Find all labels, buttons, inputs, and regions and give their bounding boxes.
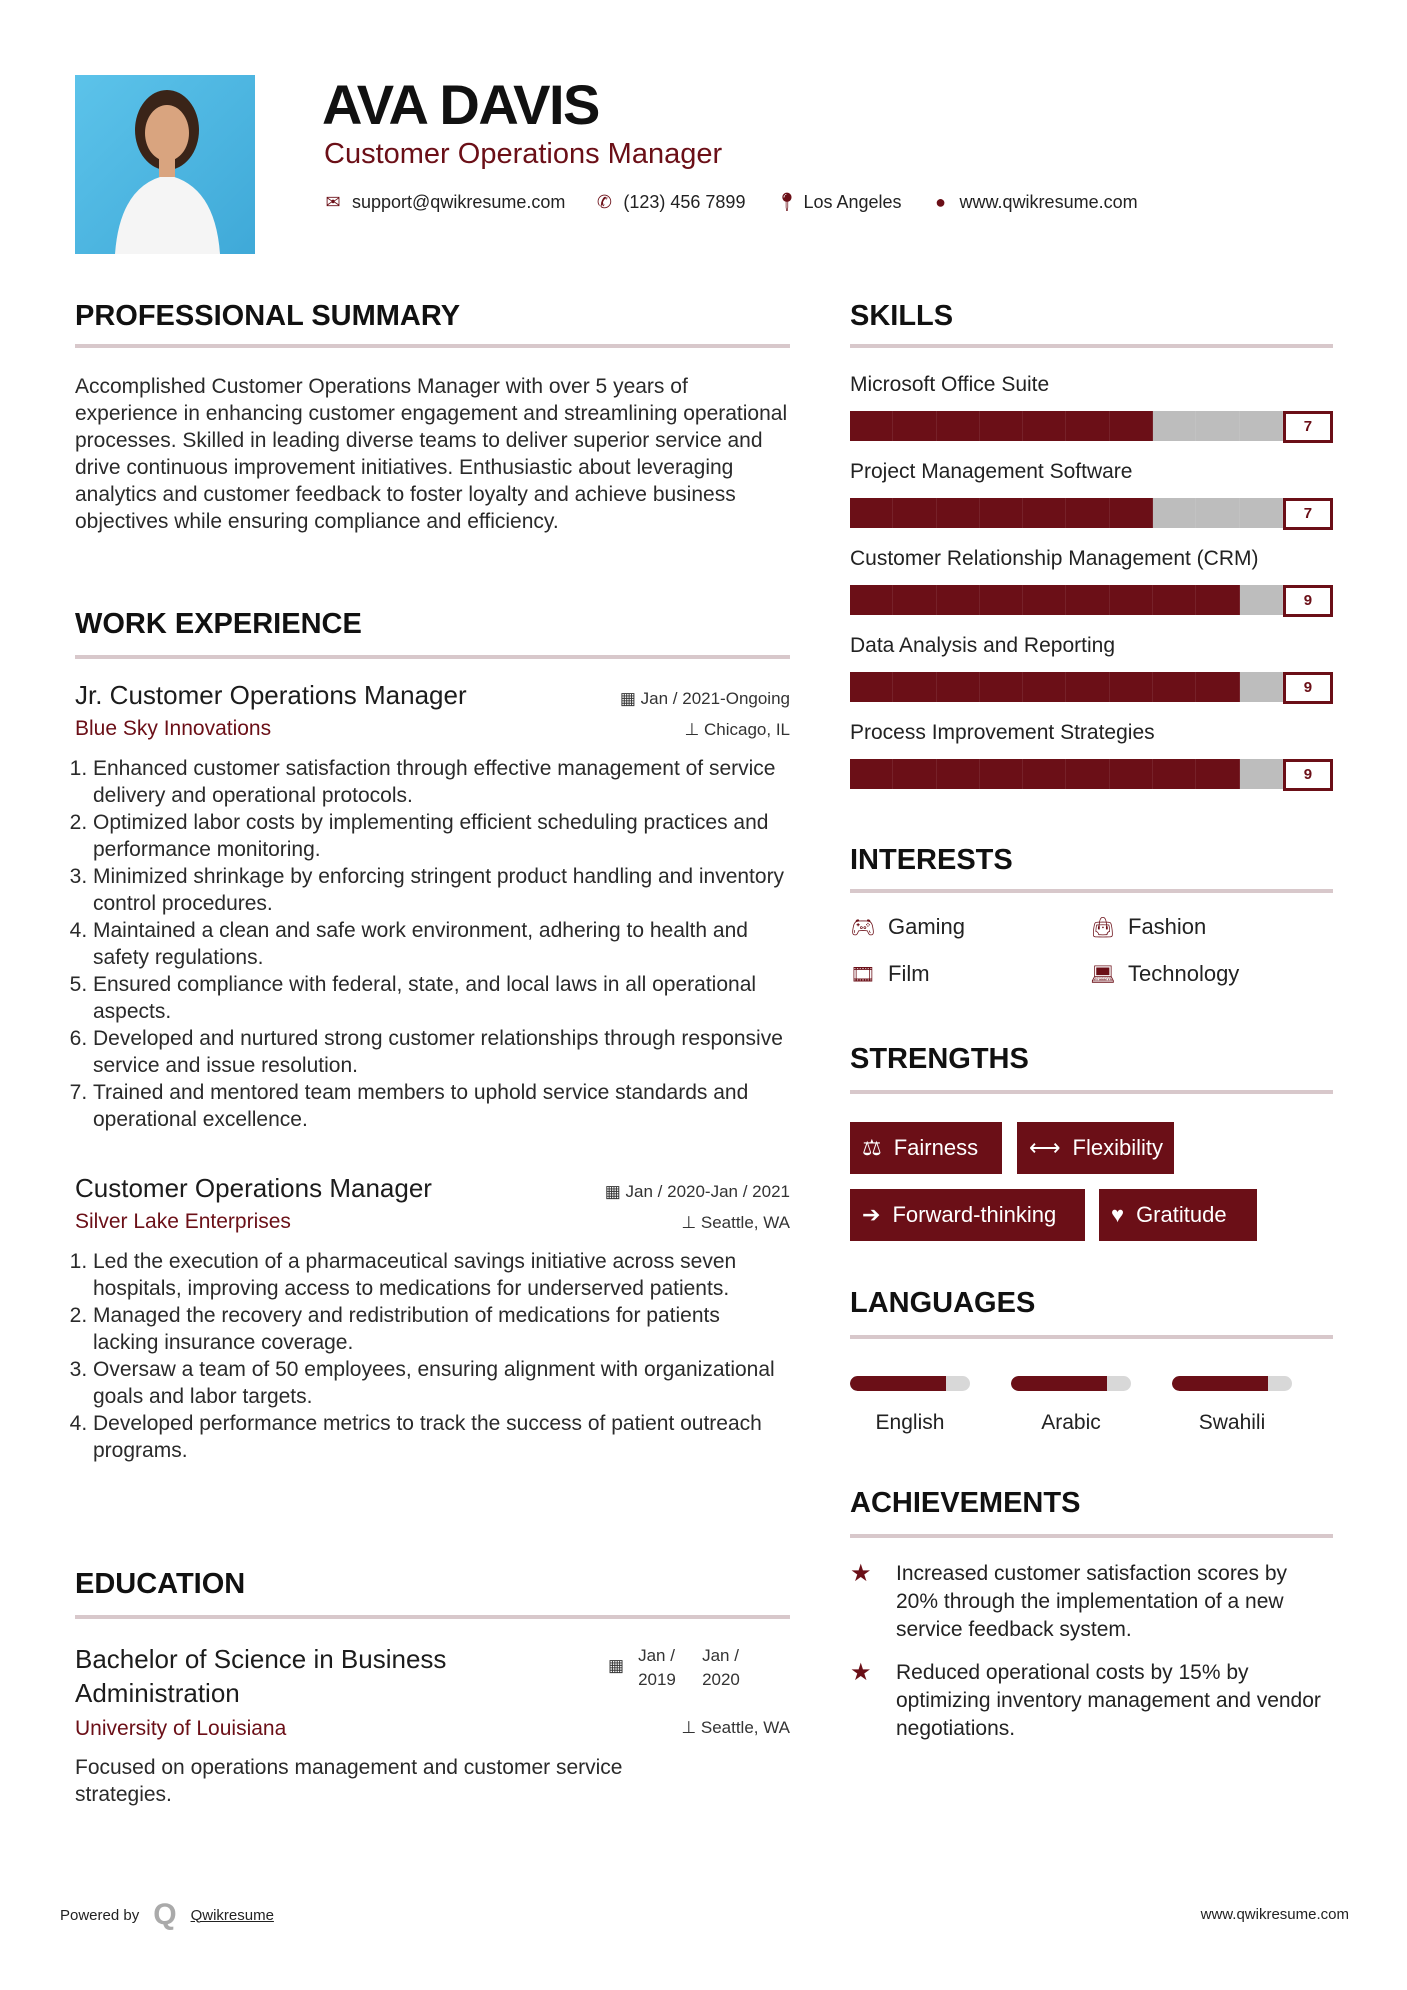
skill-segment bbox=[980, 585, 1023, 615]
skill-segment bbox=[850, 498, 893, 528]
skill-segment bbox=[893, 759, 936, 789]
skill-segment bbox=[850, 585, 893, 615]
skill-segment bbox=[1153, 498, 1196, 528]
skill-segment bbox=[1110, 759, 1153, 789]
skill-item bbox=[850, 634, 1333, 721]
phone-icon: ✆ bbox=[596, 192, 612, 212]
skill-item bbox=[850, 460, 1333, 547]
achievement-text: Increased customer satisfaction scores by 20% through the implementation of a new service feedback system. bbox=[896, 1562, 1288, 1641]
job-date: Jan / 2021-Ongoing bbox=[640, 689, 790, 708]
education-location: Seattle, WA bbox=[700, 1718, 790, 1737]
language-bar bbox=[1011, 1376, 1131, 1391]
education-location-wrap bbox=[681, 1718, 790, 1738]
shopping-bag-icon: 👜︎ bbox=[1090, 916, 1116, 939]
skill-bar bbox=[850, 672, 1333, 702]
interest-label: Fashion bbox=[1128, 914, 1207, 939]
job-location: Chicago, IL bbox=[704, 720, 790, 739]
language-item bbox=[1172, 1376, 1292, 1435]
divider bbox=[850, 1534, 1333, 1538]
list-item: 4. Developed performance metrics to track the success of patient outreach programs. bbox=[93, 1410, 790, 1464]
skill-segment bbox=[1240, 498, 1283, 528]
skill-level: 9 bbox=[1283, 672, 1333, 704]
skill-segment bbox=[980, 672, 1023, 702]
candidate-name: AVA DAVIS bbox=[322, 73, 599, 136]
skill-segment bbox=[1023, 759, 1066, 789]
laptop-icon: 💻︎ bbox=[1090, 963, 1116, 986]
skill-segment bbox=[893, 672, 936, 702]
school: University of Louisiana bbox=[75, 1717, 287, 1740]
skill-segment bbox=[937, 585, 980, 615]
list-item: 7. Trained and mentored team members to uphold service standards and operational excellence. bbox=[93, 1079, 790, 1133]
list-item: 3. Minimized shrinkage by enforcing stringent product handling and inventory control procedures. bbox=[93, 863, 790, 917]
skill-segment bbox=[1196, 585, 1239, 615]
skill-segment bbox=[893, 411, 936, 441]
summary-text: Accomplished Customer Operations Manager with over 5 years of experience in enhancing customer engagement and streamlining operational processes. Skilled in leading diverse teams to deliver superior service and drive continuous improvement initiatives. Enthusiastic about leveraging analytics and customer feedback to foster loyalty and achieve business objectives while ensuring compliance and efficiency. bbox=[75, 375, 788, 533]
languages-heading: LANGUAGES bbox=[850, 1287, 1036, 1319]
skill-segment bbox=[1110, 411, 1153, 441]
envelope-icon: ✉ bbox=[325, 192, 341, 212]
job-bullets bbox=[75, 1248, 790, 1464]
work-heading: WORK EXPERIENCE bbox=[75, 608, 362, 640]
skill-segment bbox=[1110, 672, 1153, 702]
strength-tag bbox=[850, 1189, 1085, 1241]
skill-level: 9 bbox=[1283, 585, 1333, 617]
interest-item bbox=[1090, 961, 1239, 987]
film-icon: 🎞︎ bbox=[850, 963, 876, 986]
powered-by-label: Powered by bbox=[60, 1906, 140, 1924]
map-marker-icon: 📍︎ bbox=[775, 192, 799, 212]
skill-segment bbox=[1153, 672, 1196, 702]
job-date: Jan / 2020-Jan / 2021 bbox=[625, 1182, 790, 1201]
strength-label: Forward-thinking bbox=[892, 1202, 1057, 1227]
calendar-icon: ▦ bbox=[604, 1182, 626, 1201]
skill-bar bbox=[850, 411, 1333, 441]
skill-segment bbox=[1153, 411, 1196, 441]
skill-segment bbox=[1196, 411, 1239, 441]
skill-item bbox=[850, 721, 1333, 808]
skill-level: 7 bbox=[1283, 498, 1333, 530]
skill-segment bbox=[1066, 759, 1109, 789]
skill-segment bbox=[980, 759, 1023, 789]
interest-item bbox=[850, 914, 965, 940]
qwikresume-logo-icon: Q bbox=[153, 1898, 177, 1931]
language-item bbox=[1011, 1376, 1131, 1435]
skill-label: Process Improvement Strategies bbox=[850, 721, 1155, 744]
skill-segment bbox=[980, 411, 1023, 441]
skill-segment bbox=[893, 585, 936, 615]
divider bbox=[75, 655, 790, 659]
pushpin-icon: ⊥ bbox=[681, 1718, 701, 1737]
globe-icon: ● bbox=[935, 192, 946, 212]
skill-segment bbox=[850, 411, 893, 441]
strength-label: Flexibility bbox=[1072, 1135, 1164, 1160]
divider bbox=[75, 1615, 790, 1619]
arrows-horizontal-icon: ⟷ bbox=[1029, 1135, 1061, 1160]
skill-segment bbox=[1066, 672, 1109, 702]
skill-segment bbox=[1240, 585, 1283, 615]
language-bar-fill bbox=[1011, 1376, 1107, 1391]
skill-level: 7 bbox=[1283, 411, 1333, 443]
skill-bar bbox=[850, 759, 1333, 789]
skill-segment bbox=[1196, 672, 1239, 702]
skill-segment bbox=[893, 498, 936, 528]
list-item: 4. Maintained a clean and safe work environment, adhering to health and safety regulations. bbox=[93, 917, 790, 971]
job-company: Silver Lake Enterprises bbox=[75, 1210, 291, 1233]
skills-heading: SKILLS bbox=[850, 300, 954, 332]
divider bbox=[850, 1335, 1333, 1339]
list-item: 3. Oversaw a team of 50 employees, ensuring alignment with organizational goals and labor targets. bbox=[93, 1356, 790, 1410]
divider bbox=[75, 344, 790, 348]
skill-segment bbox=[1023, 585, 1066, 615]
skill-segment bbox=[1240, 759, 1283, 789]
skill-segment bbox=[937, 498, 980, 528]
profile-photo bbox=[75, 75, 255, 254]
star-icon: ★ bbox=[850, 1560, 872, 1587]
degree: Bachelor of Science in Business Administration bbox=[75, 1644, 447, 1708]
gamepad-icon: 🎮︎ bbox=[850, 916, 876, 939]
list-item: 2. Managed the recovery and redistribution of medications for patients lacking insurance coverage. bbox=[93, 1302, 790, 1356]
skill-item bbox=[850, 547, 1333, 634]
contact-info bbox=[324, 192, 1138, 213]
strength-tag bbox=[1099, 1189, 1257, 1241]
list-item: 1. Led the execution of a pharmaceutical savings initiative across seven hospitals, improving access to medications for underserved patients. bbox=[93, 1248, 790, 1302]
education-description: Focused on operations management and customer service strategies. bbox=[75, 1756, 623, 1806]
achievements-heading: ACHIEVEMENTS bbox=[850, 1487, 1081, 1519]
skill-segment bbox=[850, 672, 893, 702]
divider bbox=[850, 344, 1333, 348]
language-bar bbox=[850, 1376, 970, 1391]
job-location: Seattle, WA bbox=[700, 1213, 790, 1232]
calendar-icon: ▦ bbox=[619, 689, 641, 708]
education-heading: EDUCATION bbox=[75, 1568, 246, 1600]
divider bbox=[850, 889, 1333, 893]
summary-heading: PROFESSIONAL SUMMARY bbox=[75, 300, 461, 332]
list-item: 6. Developed and nurtured strong customer relationships through responsive service and issue resolution. bbox=[93, 1025, 790, 1079]
language-label: Swahili bbox=[1198, 1411, 1266, 1434]
education-end: Jan / 2020 bbox=[702, 1646, 740, 1689]
strength-label: Fairness bbox=[893, 1135, 979, 1160]
footer-site[interactable]: www.qwikresume.com bbox=[1200, 1906, 1349, 1923]
achievement-text: Reduced operational costs by 15% by optimizing inventory management and vendor negotiations. bbox=[896, 1661, 1321, 1740]
skills-list bbox=[850, 373, 1333, 808]
list-item: 2. Optimized labor costs by implementing efficient scheduling practices and performance monitoring. bbox=[93, 809, 790, 863]
language-label: English bbox=[875, 1411, 945, 1434]
skill-label: Project Management Software bbox=[850, 460, 1133, 483]
skill-bar bbox=[850, 585, 1333, 615]
interest-item bbox=[1090, 914, 1206, 940]
achievement-item bbox=[850, 1659, 1333, 1743]
skill-segment bbox=[1066, 411, 1109, 441]
list-item: 1. Enhanced customer satisfaction through effective management of service delivery and operational protocols. bbox=[93, 755, 790, 809]
contact-website[interactable]: www.qwikresume.com bbox=[959, 192, 1138, 212]
pushpin-icon: ⊥ bbox=[684, 720, 704, 739]
contact-location: Los Angeles bbox=[803, 192, 902, 212]
education-start: Jan / 2019 bbox=[638, 1646, 676, 1689]
skill-segment bbox=[1240, 411, 1283, 441]
skill-label: Microsoft Office Suite bbox=[850, 373, 1050, 396]
strength-tag bbox=[1017, 1122, 1174, 1174]
contact-email[interactable]: support@qwikresume.com bbox=[352, 192, 566, 212]
interest-label: Technology bbox=[1128, 961, 1240, 986]
candidate-title: Customer Operations Manager bbox=[324, 138, 723, 170]
heart-icon: ♥ bbox=[1111, 1202, 1125, 1227]
skill-segment bbox=[1240, 672, 1283, 702]
footer-powered bbox=[60, 1898, 274, 1932]
language-item bbox=[850, 1376, 970, 1435]
contact-phone[interactable]: (123) 456 7899 bbox=[623, 192, 746, 212]
skill-segment bbox=[937, 411, 980, 441]
skill-label: Customer Relationship Management (CRM) bbox=[850, 547, 1259, 570]
strength-tag bbox=[850, 1122, 1002, 1174]
skill-segment bbox=[1066, 585, 1109, 615]
skill-segment bbox=[1066, 498, 1109, 528]
skill-bar bbox=[850, 498, 1333, 528]
skill-item bbox=[850, 373, 1333, 460]
job-bullets bbox=[75, 755, 790, 1133]
skill-segment bbox=[1023, 498, 1066, 528]
job-entry bbox=[75, 680, 790, 1133]
brand-link[interactable]: Qwikresume bbox=[190, 1906, 274, 1924]
divider bbox=[850, 1090, 1333, 1094]
languages-list bbox=[850, 1376, 1333, 1435]
interests-heading: INTERESTS bbox=[850, 844, 1013, 876]
skill-segment bbox=[937, 759, 980, 789]
skill-segment bbox=[1110, 498, 1153, 528]
language-bar-fill bbox=[1172, 1376, 1268, 1391]
arrow-right-icon: ➔ bbox=[862, 1202, 881, 1227]
star-icon: ★ bbox=[850, 1659, 872, 1686]
interest-label: Gaming bbox=[888, 914, 966, 939]
skill-segment bbox=[1023, 672, 1066, 702]
skill-level: 9 bbox=[1283, 759, 1333, 791]
job-company: Blue Sky Innovations bbox=[75, 717, 272, 740]
achievement-item bbox=[850, 1560, 1333, 1644]
strength-label: Gratitude bbox=[1136, 1202, 1227, 1227]
skill-segment bbox=[1196, 498, 1239, 528]
pushpin-icon: ⊥ bbox=[681, 1213, 701, 1232]
skill-segment bbox=[980, 498, 1023, 528]
language-bar-fill bbox=[850, 1376, 946, 1391]
language-bar bbox=[1172, 1376, 1292, 1391]
language-label: Arabic bbox=[1041, 1411, 1101, 1434]
skill-segment bbox=[1023, 411, 1066, 441]
education-dates bbox=[608, 1644, 752, 1692]
skill-segment bbox=[1196, 759, 1239, 789]
interest-item bbox=[850, 961, 930, 987]
balance-scale-icon: ⚖ bbox=[862, 1135, 882, 1160]
interest-label: Film bbox=[888, 961, 930, 986]
skill-segment bbox=[1153, 585, 1196, 615]
skill-segment bbox=[1110, 585, 1153, 615]
job-role: Jr. Customer Operations Manager bbox=[75, 680, 467, 710]
skill-label: Data Analysis and Reporting bbox=[850, 634, 1115, 657]
skill-segment bbox=[850, 759, 893, 789]
skill-segment bbox=[1153, 759, 1196, 789]
list-item: 5. Ensured compliance with federal, state, and local laws in all operational aspects. bbox=[93, 971, 790, 1025]
skill-segment bbox=[937, 672, 980, 702]
job-entry bbox=[75, 1173, 790, 1464]
job-role: Customer Operations Manager bbox=[75, 1173, 432, 1203]
calendar-icon: ▦ bbox=[608, 1656, 625, 1675]
strengths-heading: STRENGTHS bbox=[850, 1043, 1029, 1075]
